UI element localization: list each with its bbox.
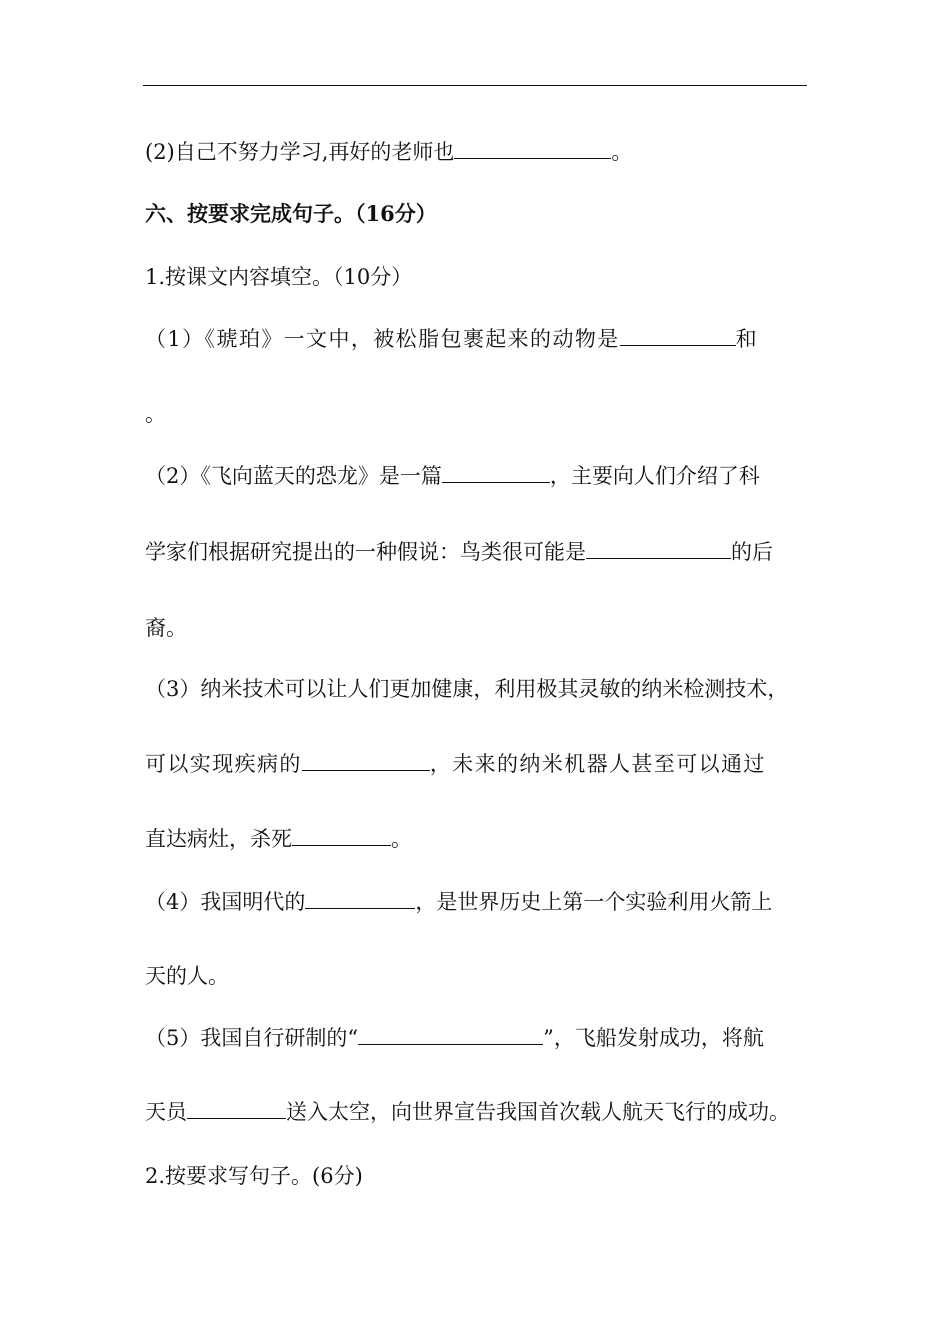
answer-blank[interactable] (292, 825, 391, 846)
question-1-3-cont (145, 750, 766, 778)
sentence-text: ，是世界历史上第一个实验利用火箭上 (415, 890, 773, 914)
sentence-text: （1）《琥珀》一文中，被松脂包裹起来的动物是 (145, 327, 620, 351)
question-1-4 (145, 888, 772, 916)
sentence-text: 送入太空，向世界宣告我国首次载人航天飞行的成功。 (286, 1100, 790, 1124)
question-1-1-end: 。 (145, 402, 166, 426)
sentence-text: 学家们根据研究提出的一种假说：鸟类很可能是 (145, 540, 586, 564)
question-1-2-cont (145, 538, 773, 566)
sentence-text: 的后 (731, 540, 773, 564)
sentence-text: 直达病灶，杀死 (145, 827, 292, 851)
answer-blank[interactable] (586, 538, 731, 559)
answer-blank[interactable] (620, 325, 736, 346)
answer-blank[interactable] (187, 1098, 286, 1119)
answer-blank[interactable] (454, 138, 611, 159)
sentence-text: ”，飞船发射成功，将航 (543, 1026, 764, 1050)
fill-in-sentence-2 (145, 138, 632, 166)
sentence-text: ，主要向人们介绍了科 (549, 464, 760, 488)
question-1-5-cont (145, 1098, 790, 1126)
sentence-text: （4）我国明代的 (145, 890, 306, 914)
sentence-text: 。 (391, 827, 412, 851)
answer-blank[interactable] (358, 1024, 543, 1045)
answer-blank[interactable] (302, 750, 430, 771)
sentence-text: （5）我国自行研制的“ (145, 1026, 359, 1050)
question-1-3-end (145, 825, 412, 853)
question-1-2 (145, 462, 760, 490)
question-1-heading: 1.按课文内容填空。（10分） (145, 265, 413, 289)
sentence-text: 天员 (145, 1100, 187, 1124)
question-1-3: （3）纳米技术可以让人们更加健康，利用极其灵敏的纳米检测技术， (145, 677, 789, 701)
top-rule (143, 85, 807, 86)
answer-blank[interactable] (305, 888, 415, 909)
question-1-2-end: 裔。 (145, 616, 187, 640)
sentence-text: 和 (735, 327, 759, 351)
question-1-1 (145, 325, 758, 353)
sentence-text: 可以实现疾病的 (145, 752, 302, 776)
sentence-text: （2）《飞向蓝天的恐龙》是一篇 (145, 464, 442, 488)
answer-blank[interactable] (442, 462, 550, 483)
question-1-4-end: 天的人。 (145, 964, 229, 988)
question-2-heading: 2.按要求写句子。(6分) (145, 1164, 363, 1188)
section-heading: 六、按要求完成句子。（16分） (145, 201, 437, 226)
sentence-text: ，未来的纳米机器人甚至可以通过 (429, 752, 766, 776)
sentence-text: 。 (611, 140, 633, 164)
sentence-text: (2)自己不努力学习,再好的老师也 (145, 140, 455, 164)
question-1-5 (145, 1024, 764, 1052)
